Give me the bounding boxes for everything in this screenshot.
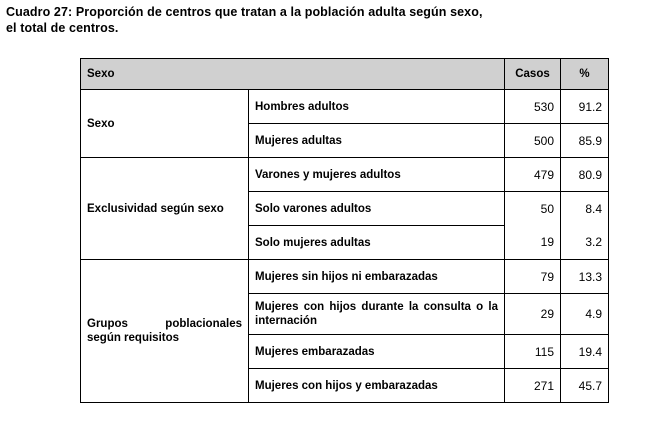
table-row: [81, 158, 609, 192]
row-category: Hombres adultos: [249, 90, 505, 124]
row-pct: 4.9: [561, 294, 609, 335]
row-casos: 79: [505, 260, 561, 294]
caption-line-2: el total de centros.: [6, 21, 119, 35]
table-header-row: [81, 59, 609, 90]
row-pct: 19.4: [561, 335, 609, 369]
row-category: Solo varones adultos: [249, 192, 505, 226]
row-casos: 500: [505, 124, 561, 158]
data-table: [80, 58, 609, 403]
row-casos: 479: [505, 158, 561, 192]
header-casos: Casos: [505, 59, 561, 90]
row-category: Solo mujeres adultas: [249, 226, 505, 260]
row-pct: 91.2: [561, 90, 609, 124]
row-pct: 13.3: [561, 260, 609, 294]
row-category: Mujeres sin hijos ni embarazadas: [249, 260, 505, 294]
table-caption: [6, 4, 651, 36]
group-label: Grupos poblacionales según requisitos: [81, 260, 249, 403]
row-pct: 45.7: [561, 369, 609, 403]
caption-line-1: Cuadro 27: Proporción de centros que tratan a la población adulta según sexo,: [6, 5, 483, 19]
row-category: Mujeres adultas: [249, 124, 505, 158]
row-category: Varones y mujeres adultos: [249, 158, 505, 192]
row-pct: 3.2: [561, 226, 609, 260]
table-row: [81, 90, 609, 124]
row-category: Mujeres con hijos y embarazadas: [249, 369, 505, 403]
row-category: Mujeres con hijos durante la consulta o la internación: [249, 294, 505, 335]
row-category: Mujeres embarazadas: [249, 335, 505, 369]
row-casos: 271: [505, 369, 561, 403]
table-row: [81, 260, 609, 294]
row-casos: 29: [505, 294, 561, 335]
row-casos: 530: [505, 90, 561, 124]
row-casos: 50: [505, 192, 561, 226]
row-casos: 19: [505, 226, 561, 260]
row-pct: 8.4: [561, 192, 609, 226]
group-label: Exclusividad según sexo: [81, 158, 249, 260]
header-sexo: Sexo: [81, 59, 505, 90]
row-pct: 80.9: [561, 158, 609, 192]
header-pct: %: [561, 59, 609, 90]
group-label: Sexo: [81, 90, 249, 158]
row-pct: 85.9: [561, 124, 609, 158]
row-casos: 115: [505, 335, 561, 369]
